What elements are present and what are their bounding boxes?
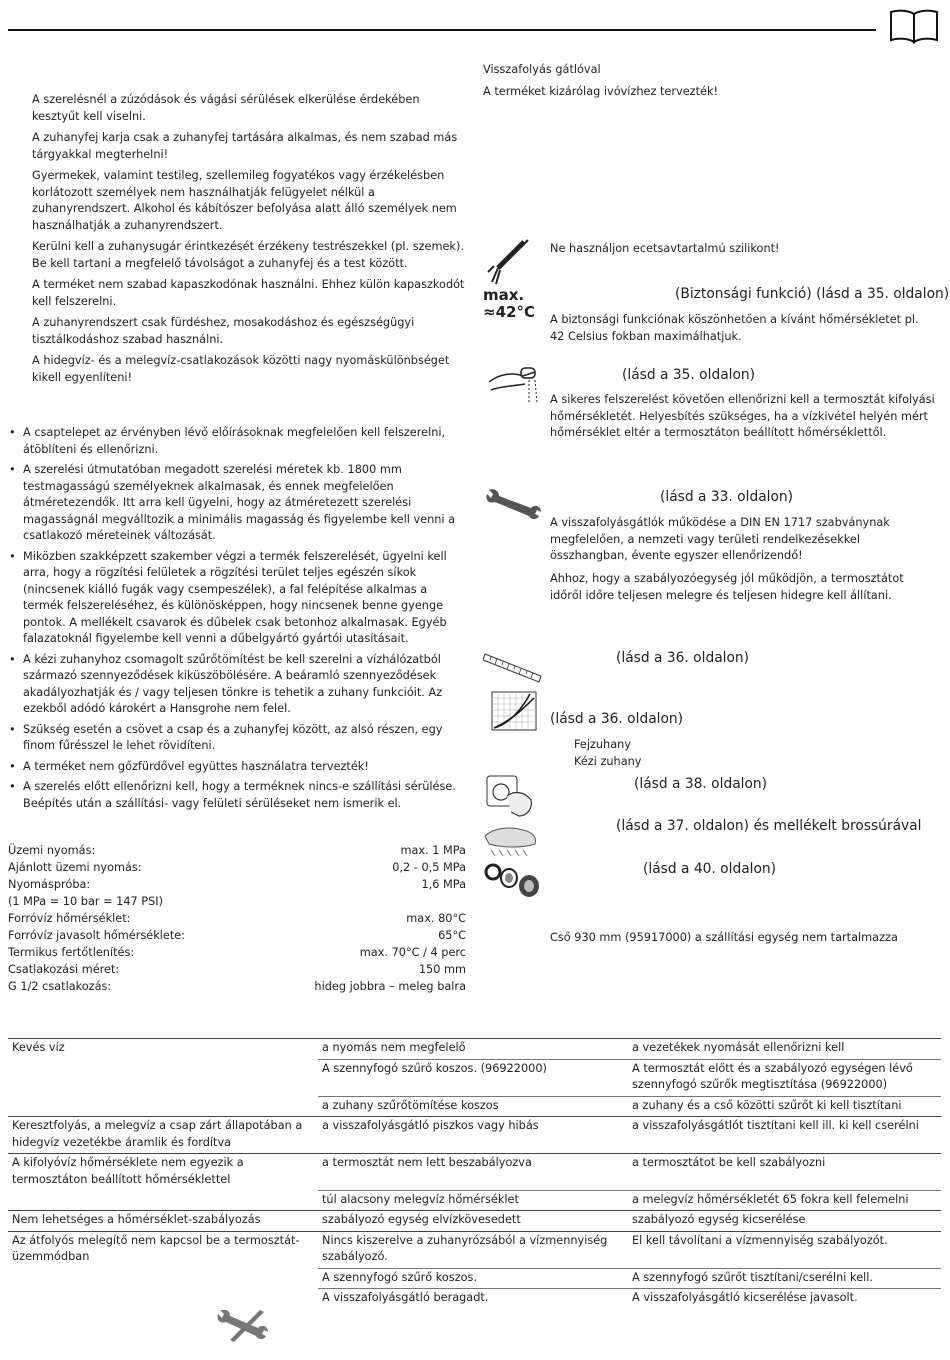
header-rule	[8, 29, 876, 31]
remedy-cell: A termosztát előtt és a szabályozó egységen lévő szennyfogó szűrők megtisztítása (96922000)	[628, 1059, 941, 1096]
spec-value: 65°C	[438, 929, 466, 942]
remedy-cell: szabályozó egység kicserélése	[628, 1211, 941, 1232]
safety-paragraph: A zuhanyrendszert csak fürdéshez, mosakodáshoz és egészségügyi tisztálkodáshoz szabad használni.	[32, 316, 415, 346]
technical-specs	[8, 843, 466, 996]
remedy-cell: a vezetékek nyomását ellenőrizni kell	[628, 1039, 941, 1060]
table-row	[8, 1190, 941, 1211]
remedy-cell: a visszafolyásgátlót tisztítani kell ill. ki kell cserélni	[628, 1117, 941, 1154]
table-row	[8, 1039, 941, 1060]
spec-value: max. 80°C	[406, 912, 466, 925]
troubleshooting-table	[8, 1038, 941, 1309]
spec-value: hideg jobbra – meleg balra	[314, 980, 466, 993]
cause-cell: A szennyfogó szűrő koszos. (96922000)	[318, 1059, 628, 1096]
spec-row	[8, 860, 466, 877]
installation-bullet-list	[8, 425, 470, 816]
problem-cell: Nem lehetséges a hőmérséklet-szabályozás	[8, 1211, 318, 1232]
flow-item: Fejzuhany	[574, 738, 631, 751]
problem-cell: A kifolyóvíz hőmérséklete nem egyezik a termosztáton beállított hőmérséklettel	[8, 1154, 318, 1191]
bullet-item: • Miközben szakképzett szakember végzi a termék felszerelését, ügyelni kell arra, hogy a rögzítési felületek a rögzítési terület teljes egészén síkok (nincsenek kiálló fugák vagy csempeszélek), a fal felépítése alkalmas a termék felszereléséhez, és különösképpen, hogy nincsenek benne gyenge pontok. A mellékelt csavarok és dűbelek csak betonhoz alkalmasak. Egyéb falazatoknál figyelembe kell venni a dűbelgyártó gyártói utasításait.	[8, 549, 470, 648]
spec-label: Ajánlott üzemi nyomás:	[8, 861, 142, 874]
remedy-cell: a zuhany és a cső közötti szűrőt ki kell tisztítani	[628, 1096, 941, 1117]
adjust-text: A sikeres felszerelést követően ellenőrizni kell a termosztát kifolyási hőmérsékletét. Helyesbítés szükséges, ha a vízkivétel helyén mért hőmérséklet eltér a termosztáton beállított hőmérséklettől.	[550, 393, 935, 439]
cause-cell: túl alacsony melegvíz hőmérséklet	[318, 1190, 628, 1211]
spec-value: max. 70°C / 4 perc	[359, 946, 466, 959]
flow-item: Kézi zuhany	[574, 755, 642, 768]
spec-label: Csatlakozási méret:	[8, 963, 120, 976]
spec-value: 150 mm	[418, 963, 466, 976]
spec-row	[8, 928, 466, 945]
caulking-gun-icon	[484, 238, 530, 288]
spec-row	[8, 979, 466, 996]
safety-paragraph: Gyermekek, valamint testileg, szellemileg fogyatékos vagy érzékelésben korlátozott személyek nem használhatják felügyelet nélkül a zuhanyrendszert. Alkohol és kábítószer befolyása alatt álló személyek nem használhatják a zuhanyrendszert.	[32, 169, 457, 232]
spec-label: Üzemi nyomás:	[8, 844, 96, 857]
bullet-item: • A terméket nem gőzfürdővel együttes használatra tervezték!	[8, 759, 470, 776]
spec-label: G 1/2 csatlakozás:	[8, 980, 112, 993]
safety-paragraph: A terméket nem szabad kapaszkodónak használni. Ehhez külön kapaszkodót kell felszerelni.	[32, 278, 465, 308]
cause-cell: a visszafolyásgátló piszkos vagy hibás	[318, 1117, 628, 1154]
spec-value: max. 1 MPa	[400, 844, 466, 857]
operation-ref: (lásd a 38. oldalon)	[634, 776, 768, 792]
backflow-title: Visszafolyás gátlóval	[483, 63, 601, 76]
spec-label: Termikus fertőtlenítés:	[8, 946, 135, 959]
spec-row	[8, 894, 466, 911]
cause-cell: a zuhany szűrőtömítése koszos	[318, 1096, 628, 1117]
cause-cell: a termosztát nem lett beszabályozva	[318, 1154, 628, 1191]
problem-cell	[8, 1096, 318, 1117]
spec-row	[8, 962, 466, 979]
maintenance-text: Ahhoz, hogy a szabályozóegység jól működjön, a termosztátot időről időre teljesen melegre és teljesen hidegre kell állítani.	[550, 572, 904, 602]
troubleshooting-body	[8, 1039, 941, 1309]
tools-icon	[216, 1310, 272, 1344]
remedy-cell: A visszafolyásgátló kicserélése javasolt.	[628, 1289, 941, 1309]
spec-label: Forróvíz javasolt hőmérséklete:	[8, 929, 186, 942]
cause-cell: a nyomás nem megfelelő	[318, 1039, 628, 1060]
problem-cell	[8, 1059, 318, 1096]
table-row	[8, 1289, 941, 1309]
problem-cell	[8, 1268, 318, 1289]
safety-paragraph: Kerülni kell a zuhanysugár érintkezését érzékeny testrészekkel (pl. szemek). Be kell tartani a megfelelő távolságot a zuhanyfej és a test között.	[32, 240, 464, 270]
bullet-item: • A szerelési útmutatóban megadott szerelési méretek kb. 1800 mm testmagasságú személyeknek alkalmasak, és ennek megfelelően átméretezendők. Itt arra kell ügyelni, hogy az átméretezett szerelési magasságnál megválltozik a minimális magasság és figyelembe kell venni a csatlakozó méreteinek változását.	[8, 462, 470, 545]
problem-cell: Kevés víz	[8, 1039, 318, 1060]
hand-cleaning-icon	[483, 818, 539, 858]
spec-row	[8, 877, 466, 894]
safety-function-ref: (Biztonsági funkció) (lásd a 35. oldalon)	[675, 286, 950, 302]
cause-cell: A szennyfogó szűrő koszos.	[318, 1268, 628, 1289]
adjust-ref: (lásd a 35. oldalon)	[622, 367, 756, 383]
table-row	[8, 1268, 941, 1289]
max-temp-value: ≈42°C	[483, 303, 535, 321]
dimensions-ref: (lásd a 36. oldalon)	[616, 650, 750, 666]
problem-cell	[8, 1289, 318, 1309]
table-row	[8, 1211, 941, 1232]
pipe-note: Cső 930 mm (95917000) a szállítási egység nem tartalmazza	[550, 931, 898, 944]
spec-value: 1,6 MPa	[421, 878, 466, 891]
problem-cell	[8, 1190, 318, 1211]
hand-knob-icon	[485, 774, 535, 820]
spec-label: (1 MPa = 10 bar = 147 PSI)	[8, 895, 164, 908]
safety-paragraph: A zuhanyfej karja csak a zuhanyfej tartására alkalmas, és nem szabad más tárgyakkal megterhelni!	[32, 131, 458, 161]
problem-cell: Az átfolyós melegítő nem kapcsol be a termosztát-üzemmódban	[8, 1231, 318, 1268]
spec-value: 0,2 - 0,5 MPa	[392, 861, 466, 874]
maintenance-ref: (lásd a 33. oldalon)	[660, 489, 794, 505]
spare-parts-icon	[483, 858, 543, 900]
table-row	[8, 1154, 941, 1191]
bullet-item: • Szükség esetén a csövet a csap és a zuhanyfej között, az alsó részen, egy finom fűrésszel le lehet rövidíteni.	[8, 722, 470, 755]
safety-paragraph: A szerelésnél a zúzódások és vágási sérülések elkerülése érdekében kesztyűt kell viselni.	[32, 93, 420, 123]
remedy-cell: a termosztátot be kell szabályozni	[628, 1154, 941, 1191]
cause-cell: A visszafolyásgátló beragadt.	[318, 1289, 628, 1309]
maintenance-text: A visszafolyásgátlók működése a DIN EN 1717 szabványnak megfelelően, a nemzeti vagy területi rendelkezésekkel összhangban, évente egyszer ellenőrizendő!	[550, 516, 890, 562]
problem-cell: Keresztfolyás, a melegvíz a csap zárt állapotában a hidegvíz vezetékbe áramlik és fordítva	[8, 1117, 318, 1154]
drinking-water-note: A terméket kizárólag ivóvízhez tervezték!	[483, 85, 719, 98]
spare-parts-ref: (lásd a 40. oldalon)	[643, 861, 777, 877]
ruler-icon	[483, 648, 543, 684]
bullet-item: • A szerelés előtt ellenőrizni kell, hogy a terméknek nincs-e szállítási sérülése. Beépítés után a szállítási- vagy felületi sérüléseket nem ismerik el.	[8, 779, 470, 812]
silicone-warning: Ne használjon ecetsavtartalmú szilikont!	[550, 242, 780, 255]
spec-row	[8, 911, 466, 928]
flow-diagram-icon	[490, 690, 538, 732]
spec-row	[8, 843, 466, 860]
table-row	[8, 1096, 941, 1117]
flow-ref: (lásd a 36. oldalon)	[550, 711, 684, 727]
table-row	[8, 1059, 941, 1096]
wrench-icon	[483, 488, 543, 522]
max-temp-label: max.	[483, 286, 525, 304]
spec-row	[8, 945, 466, 962]
bullet-item: • A kézi zuhanyhoz csomagolt szűrőtömítést be kell szerelni a vízhálózatból származó szennyeződések kiküszöbölésére. A beáramló szennyeződések akadályozhatják és / vagy teljesen tönkre is tehetik a zuhany funkcióit. Az ezekből adódó károkért a Hansgrohe nem felel.	[8, 652, 470, 718]
cleaning-ref: (lásd a 37. oldalon) és mellékelt brossúrával	[616, 818, 922, 834]
safety-paragraph: A hidegvíz- és a melegvíz-csatlakozások közötti nagy nyomáskülönbséget kikell egyenlíteni!	[32, 354, 450, 384]
remedy-cell: a melegvíz hőmérsékletét 65 fokra kell felemelni	[628, 1190, 941, 1211]
bullet-item: • A csaptelepet az érvényben lévő előírásoknak megfelelően kell felszerelni, átöblíteni és ellenőrizni.	[8, 425, 470, 458]
remedy-cell: El kell távolítani a vízmennyiség szabályozót.	[628, 1231, 941, 1268]
safety-section	[32, 92, 468, 391]
spec-label: Nyomáspróba:	[8, 878, 91, 891]
book-icon	[886, 8, 942, 44]
cause-cell: Nincs kiszerelve a zuhanyrózsából a vízmennyiség szabályozó.	[318, 1231, 628, 1268]
spec-label: Forróvíz hőmérséklet:	[8, 912, 131, 925]
hand-adjust-icon	[485, 362, 543, 408]
table-row	[8, 1231, 941, 1268]
safety-function-text: A biztonsági funkciónak köszönhetően a kívánt hőmérsékletet pl. 42 Celsius fokban maximálhatjuk.	[550, 313, 919, 343]
cause-cell: szabályozó egység elvízkövesedett	[318, 1211, 628, 1232]
remedy-cell: A szennyfogó szűrőt tisztítani/cserélni kell.	[628, 1268, 941, 1289]
table-row	[8, 1117, 941, 1154]
